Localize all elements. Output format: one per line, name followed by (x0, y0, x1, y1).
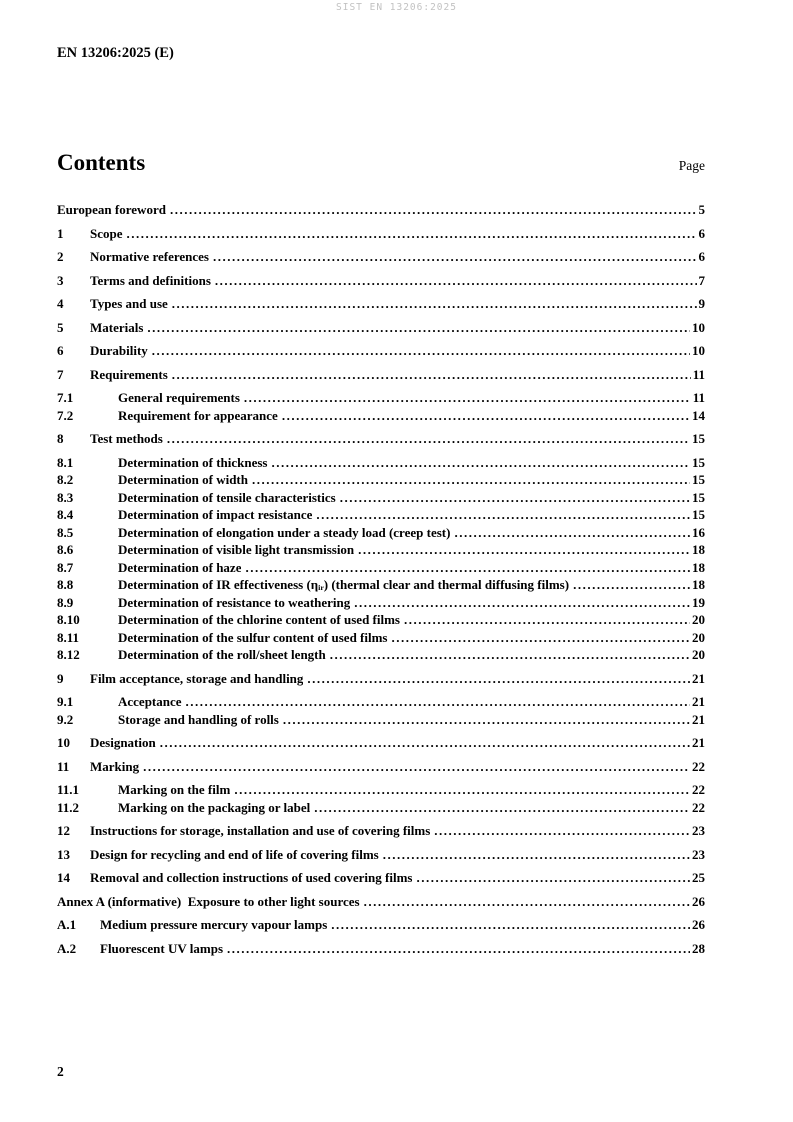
toc-entry-page: 5 (698, 202, 705, 217)
toc-dot-leader (272, 455, 691, 470)
toc-entry-number: 8.2 (57, 472, 74, 487)
toc-dot-leader (364, 894, 690, 909)
toc-entry-page: 21 (692, 735, 705, 750)
toc-entry (57, 782, 705, 797)
toc-entry (57, 847, 705, 862)
toc-entry-label: Determination of elongation under a steady load (creep test) (118, 524, 451, 540)
toc-dot-leader (186, 694, 690, 709)
toc-entry (57, 343, 705, 358)
toc-entry (57, 712, 705, 727)
toc-dot-leader (358, 542, 690, 557)
toc-entry-page: 28 (692, 940, 705, 956)
toc-entry (57, 390, 705, 405)
toc-entry-number: 6 (57, 343, 64, 358)
toc-dot-leader (434, 823, 690, 838)
table-of-contents (57, 202, 705, 956)
contents-header (57, 150, 705, 176)
toc-entry-page: 22 (692, 758, 705, 774)
toc-entry-page: 18 (692, 559, 705, 575)
toc-entry-page: 7 (698, 272, 705, 288)
watermark-text: SIST EN 13206:2025 (336, 2, 457, 13)
toc-entry (57, 612, 705, 627)
toc-entry (57, 595, 705, 610)
toc-entry (57, 560, 705, 575)
toc-entry-number: 8.6 (57, 542, 74, 557)
toc-dot-leader (354, 595, 690, 610)
toc-entry (57, 647, 705, 662)
toc-entry-page: 23 (692, 823, 705, 838)
toc-entry-number: 4 (57, 296, 64, 311)
toc-entry-label: Film acceptance, storage and handling (90, 670, 304, 686)
toc-entry-label: Determination of thickness (118, 454, 268, 470)
toc-entry-number: 11 (57, 758, 70, 774)
toc-entry (57, 525, 705, 540)
toc-entry-label: Determination of haze (118, 559, 242, 575)
toc-entry-label: Determination of visible light transmission (118, 542, 355, 557)
toc-entry-label: Determination of tensile characteristics (118, 489, 336, 505)
toc-dot-leader (147, 320, 690, 335)
toc-entry-number: 13 (57, 846, 70, 862)
toc-entry-number: A.2 (57, 940, 77, 956)
toc-entry-number: 8 (57, 431, 64, 446)
toc-entry (57, 490, 705, 505)
toc-entry-number: 8.3 (57, 489, 74, 505)
toc-entry-label: European foreword (57, 202, 166, 217)
toc-entry-label: Determination of IR effectiveness (ηᵢᵣ) (thermal clear and thermal diffusing films) (118, 577, 570, 592)
contents-title: Contents (57, 150, 146, 175)
toc-entry-label: Types and use (90, 296, 168, 311)
toc-entry-page: 15 (692, 507, 705, 522)
toc-entry-page: 25 (692, 870, 705, 885)
toc-entry-page: 6 (698, 225, 705, 241)
toc-entry (57, 226, 705, 241)
toc-entry-page: 26 (692, 917, 705, 932)
toc-dot-leader (143, 759, 690, 774)
toc-entry-page: 22 (692, 799, 705, 815)
toc-entry (57, 273, 705, 288)
toc-entry-page: 20 (692, 629, 705, 645)
toc-entry-label: Designation (90, 735, 156, 750)
toc-entry (57, 320, 705, 335)
toc-entry (57, 202, 705, 217)
toc-entry (57, 630, 705, 645)
toc-entry-page: 18 (692, 577, 705, 592)
toc-entry (57, 431, 705, 446)
toc-entry-number: 1 (57, 225, 64, 241)
toc-dot-leader (454, 525, 690, 540)
toc-entry-number: 7.2 (57, 407, 74, 423)
toc-entry-number: 8.9 (57, 594, 74, 610)
toc-dot-leader (416, 870, 690, 885)
toc-entry-label: Design for recycling and end of life of covering films (90, 846, 379, 862)
toc-entry (57, 472, 705, 487)
toc-entry (57, 577, 705, 592)
toc-entry-page: 6 (698, 249, 705, 264)
toc-entry-page: 22 (692, 782, 705, 797)
toc-entry-page: 20 (692, 612, 705, 627)
toc-dot-leader (245, 560, 690, 575)
toc-dot-leader (127, 226, 697, 241)
toc-entry (57, 694, 705, 709)
toc-entry-number: 8.4 (57, 507, 74, 522)
toc-entry-label: Test methods (90, 431, 163, 446)
toc-entry-label: Annex A (informative) Exposure to other light sources (57, 893, 360, 909)
toc-dot-leader (340, 490, 690, 505)
toc-dot-leader (331, 917, 690, 932)
toc-entry (57, 367, 705, 382)
toc-entry-label: Determination of resistance to weathering (118, 594, 351, 610)
toc-entry-label: Marking (90, 758, 140, 774)
page-column-header: Page (678, 158, 705, 173)
toc-entry (57, 542, 705, 557)
toc-dot-leader (215, 273, 697, 288)
toc-entry (57, 671, 705, 686)
toc-entry-number: 7.1 (57, 390, 74, 405)
toc-dot-leader (392, 630, 691, 645)
toc-entry-label: Normative references (90, 249, 209, 264)
toc-entry-page: 9 (698, 296, 705, 311)
toc-entry-label: Materials (90, 319, 144, 335)
toc-entry-page: 11 (692, 366, 705, 382)
toc-entry (57, 894, 705, 909)
toc-entry (57, 823, 705, 838)
toc-entry-number: 11.2 (57, 799, 80, 815)
toc-entry-label: Requirement for appearance (118, 407, 278, 423)
toc-entry (57, 870, 705, 885)
toc-entry-page: 21 (692, 670, 705, 686)
toc-dot-leader (283, 712, 690, 727)
toc-entry-number: 3 (57, 272, 64, 288)
toc-entry-number: 14 (57, 870, 70, 885)
toc-entry-label: Marking on the packaging or label (118, 799, 311, 815)
toc-entry-page: 10 (692, 319, 705, 335)
toc-entry (57, 507, 705, 522)
toc-entry-page: 10 (692, 343, 705, 358)
toc-entry-label: Instructions for storage, installation and use of covering films (90, 823, 431, 838)
toc-entry (57, 735, 705, 750)
toc-entry-label: Scope (90, 225, 123, 241)
toc-dot-leader (383, 847, 690, 862)
toc-entry-label: Acceptance (118, 694, 182, 709)
toc-dot-leader (573, 577, 690, 592)
toc-dot-leader (330, 647, 690, 662)
toc-entry-number: 8.1 (57, 454, 74, 470)
toc-dot-leader (170, 202, 697, 217)
toc-dot-leader (404, 612, 690, 627)
toc-entry-page: 23 (692, 846, 705, 862)
toc-entry-label: Durability (90, 343, 148, 358)
toc-dot-leader (172, 296, 697, 311)
toc-dot-leader (227, 941, 690, 956)
toc-entry (57, 917, 705, 932)
toc-dot-leader (213, 249, 697, 264)
toc-entry-number: 7 (57, 366, 64, 382)
toc-dot-leader (252, 472, 690, 487)
toc-entry-label: Determination of the roll/sheet length (118, 647, 326, 662)
toc-entry-label: Requirements (90, 366, 168, 382)
toc-entry (57, 759, 705, 774)
toc-entry (57, 941, 705, 956)
toc-entry-label: Medium pressure mercury vapour lamps (100, 917, 328, 932)
toc-entry (57, 455, 705, 470)
toc-entry (57, 408, 705, 423)
toc-entry-page: 15 (692, 454, 705, 470)
toc-entry-label: Removal and collection instructions of used covering films (90, 870, 413, 885)
toc-dot-leader (316, 507, 690, 522)
toc-dot-leader (172, 367, 691, 382)
toc-entry-number: 11.1 (57, 782, 80, 797)
toc-entry-label: Determination of impact resistance (118, 507, 313, 522)
toc-entry-page: 15 (692, 472, 705, 487)
toc-entry-number: 8.7 (57, 559, 74, 575)
toc-entry-page: 15 (692, 489, 705, 505)
toc-dot-leader (152, 343, 690, 358)
toc-entry-number: 10 (57, 735, 70, 750)
toc-entry-page: 21 (692, 711, 705, 727)
toc-dot-leader (314, 800, 690, 815)
footer-page-number: 2 (57, 1064, 64, 1079)
toc-entry-number: 9 (57, 670, 64, 686)
toc-entry-number: 9.1 (57, 694, 74, 709)
toc-entry-page: 15 (692, 431, 705, 446)
toc-entry-page: 18 (692, 542, 705, 557)
toc-entry-label: Determination of the sulfur content of used films (118, 629, 388, 645)
toc-entry (57, 800, 705, 815)
toc-entry-page: 21 (692, 694, 705, 709)
toc-entry-page: 20 (692, 647, 705, 662)
toc-entry-label: Determination of the chlorine content of used films (118, 612, 400, 627)
toc-entry-label: Marking on the film (118, 782, 231, 797)
toc-entry-page: 11 (692, 390, 705, 405)
toc-entry-number: 2 (57, 249, 64, 264)
toc-dot-leader (282, 408, 690, 423)
toc-entry-label: General requirements (118, 390, 240, 405)
toc-entry-number: 9.2 (57, 711, 74, 727)
toc-entry-label: Determination of width (118, 472, 248, 487)
toc-dot-leader (167, 431, 690, 446)
toc-entry-page: 19 (692, 594, 705, 610)
toc-entry-number: 12 (57, 823, 70, 838)
toc-entry (57, 296, 705, 311)
toc-dot-leader (244, 390, 691, 405)
toc-entry-number: 8.8 (57, 577, 74, 592)
toc-dot-leader (234, 782, 690, 797)
toc-entry-number: 8.10 (57, 612, 80, 627)
toc-entry-label: Terms and definitions (90, 272, 211, 288)
toc-entry-page: 14 (692, 407, 705, 423)
toc-entry-number: 8.11 (57, 629, 80, 645)
toc-entry-number: 8.5 (57, 524, 74, 540)
toc-entry-page: 16 (692, 524, 705, 540)
toc-entry-label: Storage and handling of rolls (118, 711, 279, 727)
toc-entry (57, 249, 705, 264)
toc-dot-leader (160, 735, 690, 750)
document-reference: EN 13206:2025 (E) (57, 45, 174, 61)
toc-entry-page: 26 (692, 893, 705, 909)
toc-entry-number: A.1 (57, 917, 77, 932)
toc-entry-number: 8.12 (57, 647, 80, 662)
toc-entry-number: 5 (57, 319, 64, 335)
toc-entry-label: Fluorescent UV lamps (100, 940, 224, 956)
toc-dot-leader (307, 671, 690, 686)
